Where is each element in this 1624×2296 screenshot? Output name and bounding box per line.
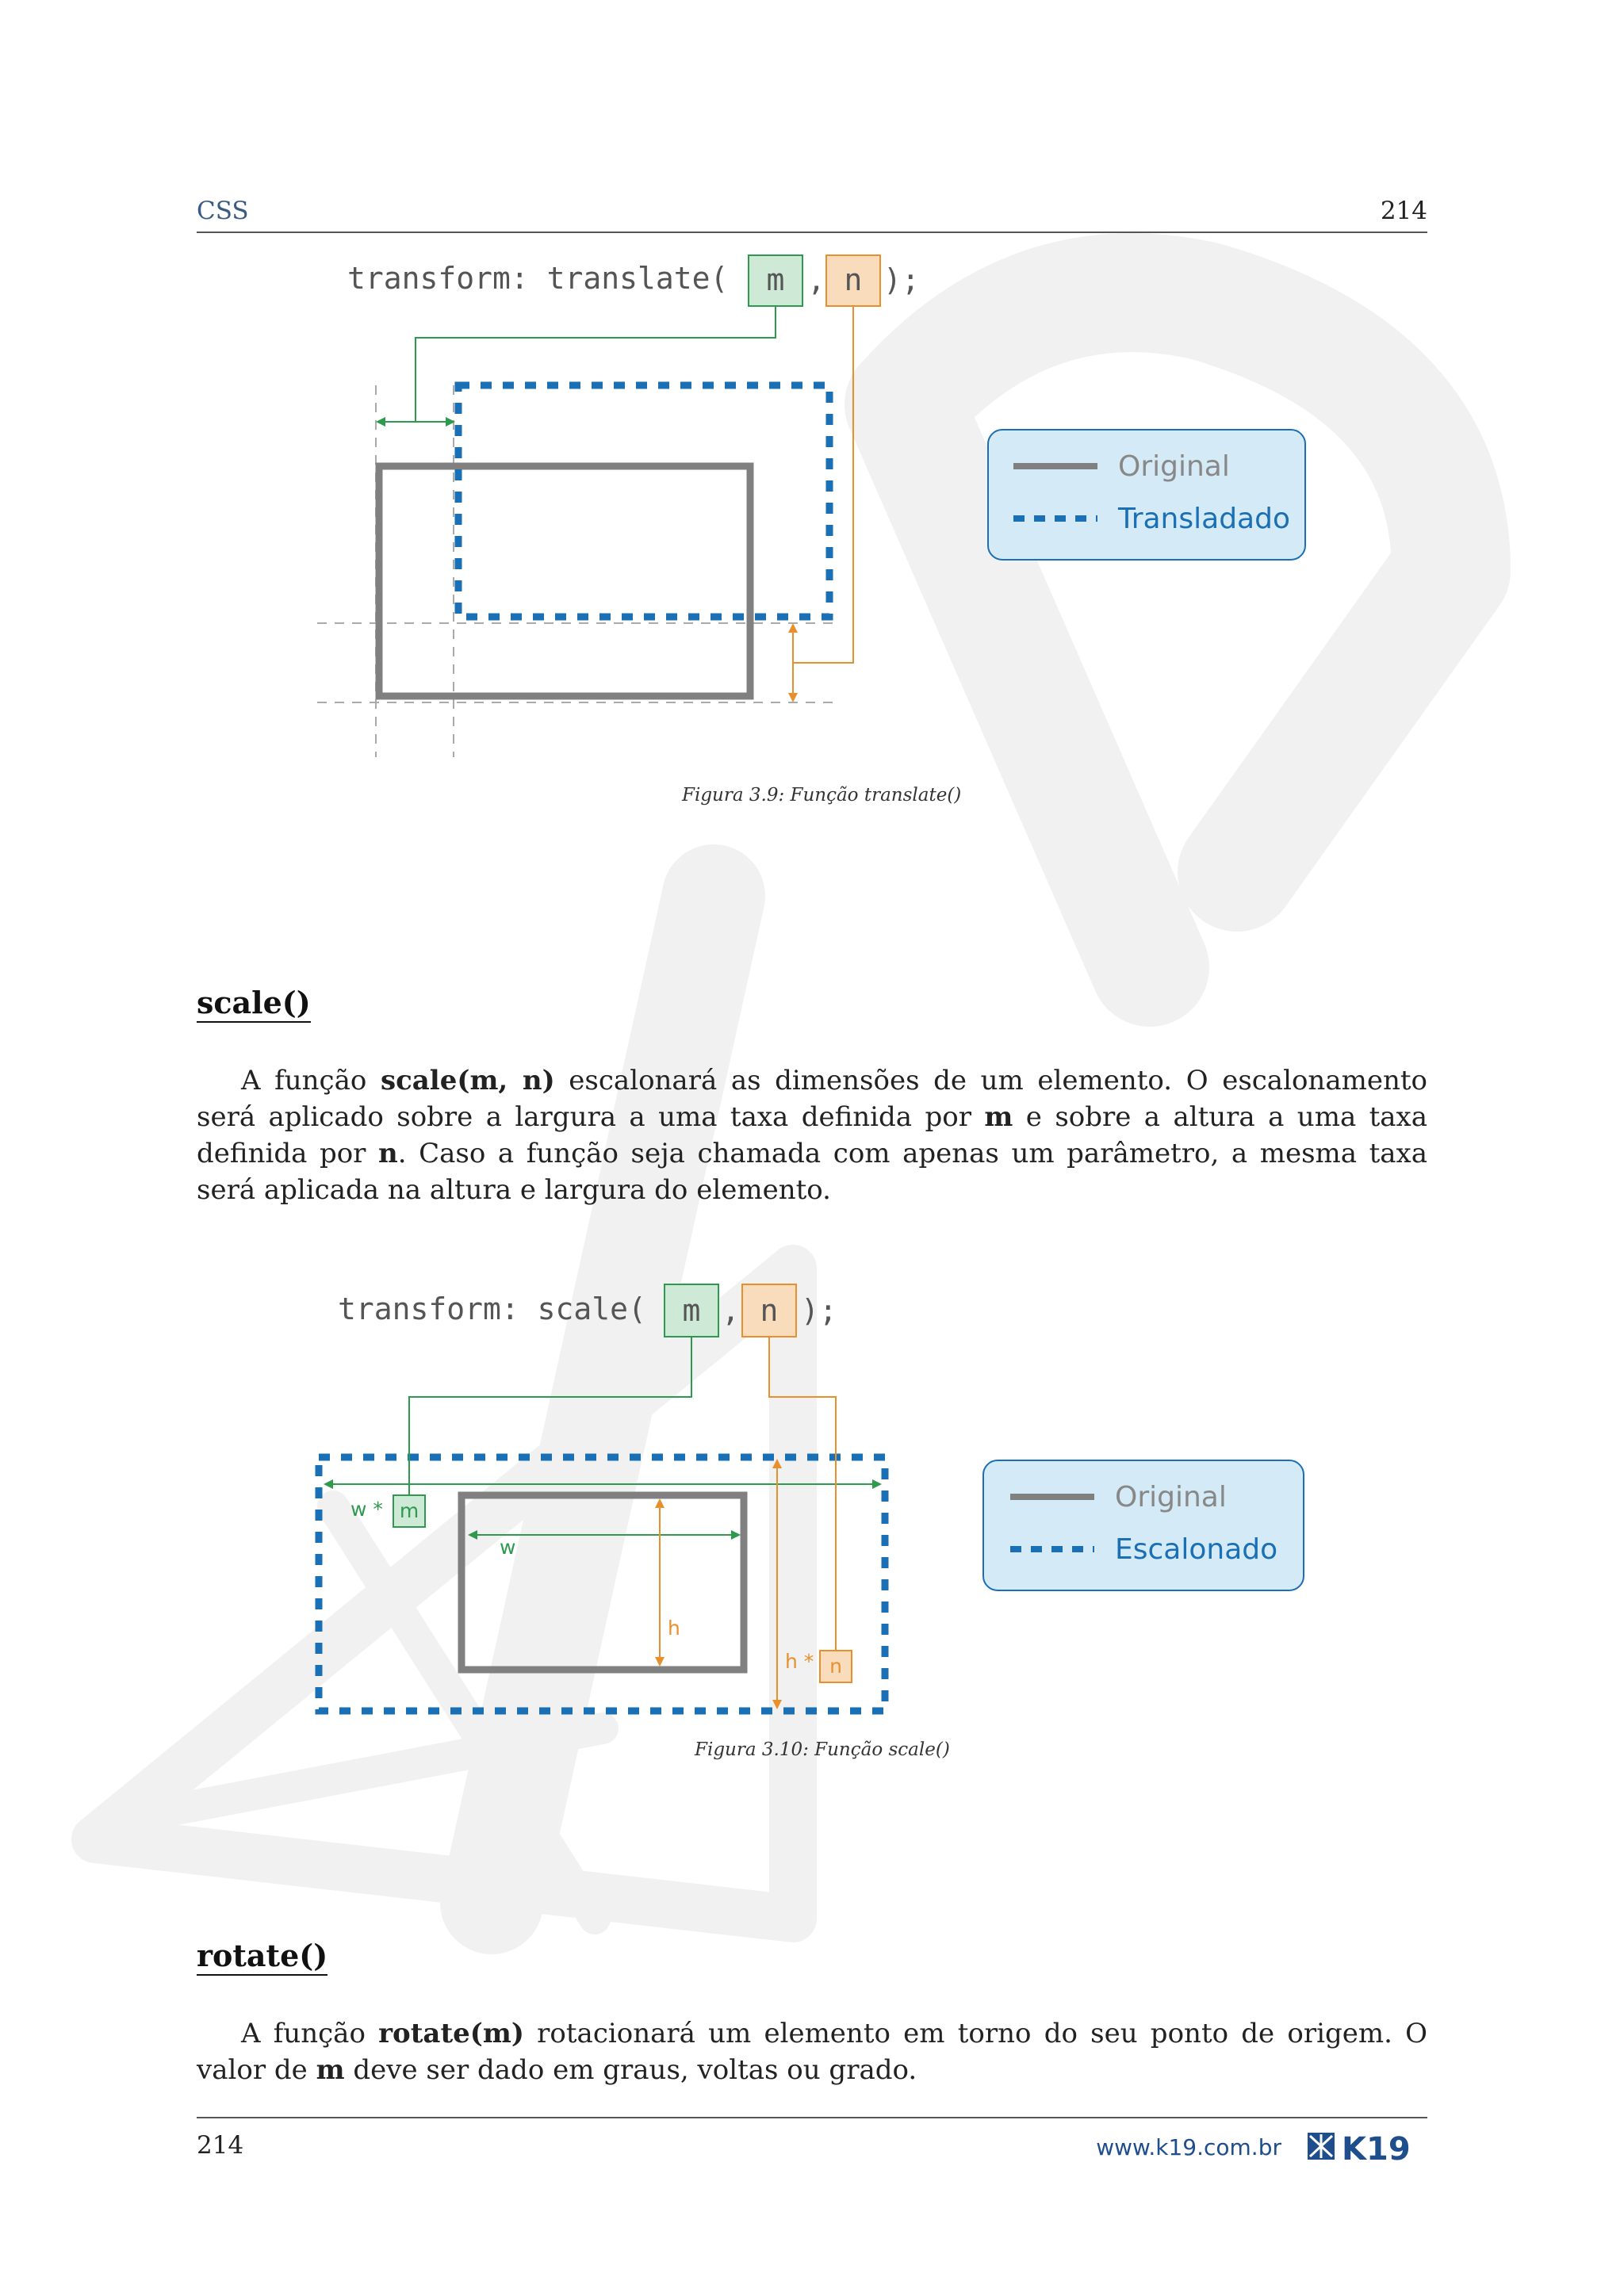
footer-rule [197,2117,1427,2118]
k19-logo-icon [1308,2133,1335,2160]
original-rect-2 [462,1495,744,1670]
param-m-label: m [766,262,785,297]
m-connector-2 [409,1337,691,1495]
section-title-rotate: rotate() [197,1939,327,1976]
running-header-page: 214 [1380,197,1427,225]
code-scale-prefix: transform: scale( [338,1292,646,1326]
code-comma: , [807,262,825,297]
figure1-caption: Figura 3.9: Função translate() [682,785,962,806]
legend-scale [983,1460,1304,1590]
footer-url: www.k19.com.br [1096,2134,1281,2160]
label-w-times: w * [350,1498,383,1521]
code-translate-prefix: transform: translate( [347,261,729,296]
code-suffix: ); [883,262,920,297]
param-n-label: n [844,262,863,297]
section-title-scale: scale() [197,986,311,1023]
param-m-label-2: m [682,1293,701,1328]
legend-original-label: Original [1118,450,1230,483]
k19-logo-text: K19 [1342,2131,1411,2164]
legend-original-label-2: Original [1115,1481,1227,1513]
legend-scaled-label: Escalonado [1115,1533,1278,1566]
paragraph-scale: A função scale(m, n) escalonará as dimensões de um elemento. O escalonamento será aplicado sobre a largura a uma taxa definida por m e sobre a altura a uma taxa definida por n. Caso a função seja chamada com apenas um parâmetro, a mesma taxa será aplicada na altura e largura do elemento. [197,1065,1428,1206]
running-header-chapter: CSS [197,197,249,225]
code-suffix-2: ); [801,1293,837,1328]
label-h: h [668,1617,680,1640]
label-h-times: h * [785,1650,814,1673]
param-n-label-2: n [760,1293,779,1328]
k19-logo [1307,2130,1431,2164]
code-comma-2: , [722,1293,740,1328]
legend-translated-label: Transladado [1118,503,1290,535]
label-w: w [500,1536,516,1559]
label-n-small: n [829,1655,842,1678]
label-m-small: m [399,1499,419,1522]
n-connector-2 [769,1337,836,1651]
figure2-caption: Figura 3.10: Função scale() [695,1739,950,1760]
paragraph-rotate: A função rotate(m) rotacionará um elemento em torno do seu ponto de origem. O valor de m deve ser dado em graus, voltas ou grado. [197,2018,1427,2086]
footer-page-number: 214 [197,2131,244,2160]
